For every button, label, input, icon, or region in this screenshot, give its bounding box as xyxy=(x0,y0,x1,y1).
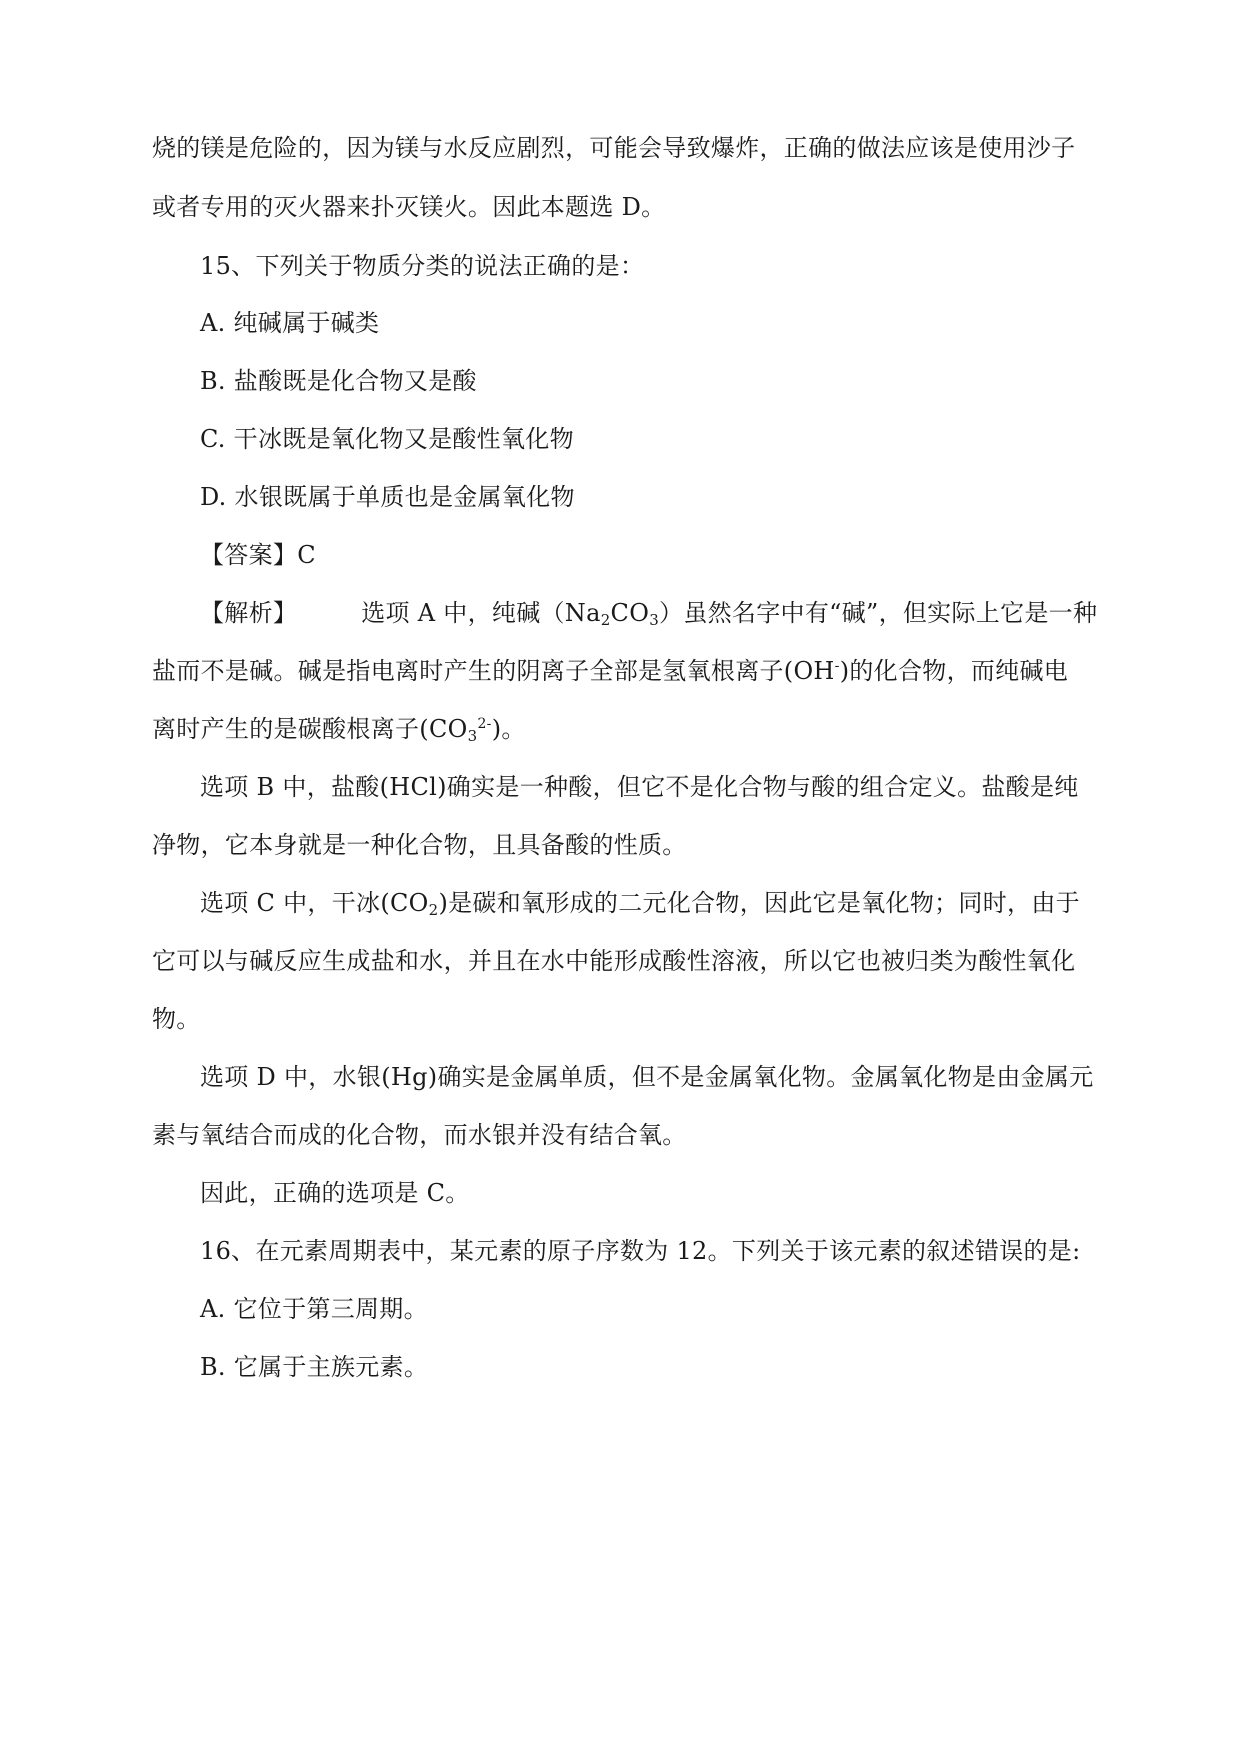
question-15-option-a: A. 纯碱属于碱类 xyxy=(200,309,380,337)
text-line: 或者专用的灭火器来扑灭镁火。因此本题选 D。 xyxy=(152,193,666,221)
question-16-stem: 16、在元素周期表中，某元素的原子序数为 12。下列关于该元素的叙述错误的是: xyxy=(200,1237,1081,1265)
question-15-option-b: B. 盐酸既是化合物又是酸 xyxy=(200,367,477,395)
analysis-line xyxy=(152,655,1092,687)
analysis-option-c: 物。 xyxy=(152,1005,201,1033)
analysis-conclusion: 因此，正确的选项是 C。 xyxy=(200,1179,470,1207)
superscript: - xyxy=(834,658,840,674)
question-15-option-d: D. 水银既属于单质也是金属氧化物 xyxy=(200,483,575,511)
text-run: )是碳和氧形成的二元化合物，因此它是氧化物；同时，由于 xyxy=(438,889,1080,917)
text-run: 选项 A 中，纯碱（Na xyxy=(361,599,601,627)
text-run: CO xyxy=(610,599,650,627)
subscript: 2 xyxy=(428,901,439,919)
analysis-line xyxy=(200,597,1140,629)
analysis-option-d: 素与氧结合而成的化合物，而水银并没有结合氧。 xyxy=(152,1121,687,1149)
text-run: 选项 C 中，干冰(CO xyxy=(200,889,429,917)
analysis-option-d: 选项 D 中，水银(Hg)确实是金属单质，但不是金属氧化物。金属氧化物是由金属元 xyxy=(200,1063,1094,1091)
analysis-option-c: 它可以与碱反应生成盐和水，并且在水中能形成酸性溶液，所以它也被归类为酸性氧化 xyxy=(152,947,1076,975)
question-15-option-c: C. 干冰既是氧化物又是酸性氧化物 xyxy=(200,425,574,453)
analysis-line xyxy=(152,713,1092,745)
text-run: ）虽然名字中有“碱”，但实际上它是一种 xyxy=(659,599,1098,627)
text-line: 烧的镁是危险的，因为镁与水反应剧烈，可能会导致爆炸，正确的做法应该是使用沙子 xyxy=(152,134,1076,162)
subscript: 3 xyxy=(649,611,660,629)
question-16-option-a: A. 它位于第三周期。 xyxy=(200,1295,428,1323)
analysis-option-b: 净物，它本身就是一种化合物，且具备酸的性质。 xyxy=(152,831,687,859)
question-15-answer: 【答案】C xyxy=(200,541,316,569)
analysis-option-c xyxy=(200,887,1140,919)
text-run: 离时产生的是碳酸根离子(CO xyxy=(152,715,468,743)
subscript: 2 xyxy=(600,611,611,629)
subscript: 3 xyxy=(467,727,478,745)
text-run: )。 xyxy=(491,715,526,743)
analysis-label: 【解析】 xyxy=(200,599,298,627)
text-run: 盐而不是碱。碱是指电离时产生的阴离子全部是氢氧根离子(OH xyxy=(152,657,835,685)
superscript: 2- xyxy=(477,716,492,732)
analysis-option-b: 选项 B 中，盐酸(HCl)确实是一种酸，但它不是化合物与酸的组合定义。盐酸是纯 xyxy=(200,773,1079,801)
question-16-option-b: B. 它属于主族元素。 xyxy=(200,1353,429,1381)
question-15-stem: 15、下列关于物质分类的说法正确的是： xyxy=(200,252,645,280)
text-run: )的化合物，而纯碱电 xyxy=(839,657,1069,685)
